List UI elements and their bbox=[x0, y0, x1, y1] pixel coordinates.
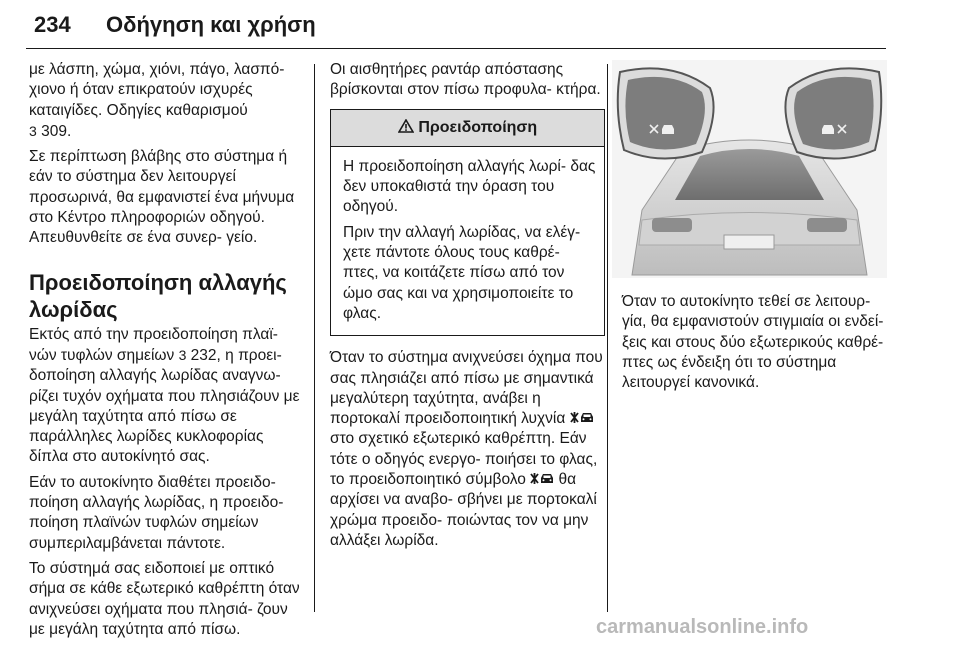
page-reference[interactable]: 232, η προει- δοποίηση αλλαγής λωρίδας αναγνω- ρίζει τυχόν οχήματα που πλησιάζουν με μεγάλη ταχύτητα από πίσω σε παράλληλες λωρίδες κυκλοφορίας δίπλα στο αυτοκίνητό σας. bbox=[29, 346, 300, 466]
warning-box bbox=[330, 109, 605, 337]
paragraph: με λάσπη, χώμα, χιόνι, πάγο, λασπό- χιονο ή όταν επικρατούν ισχυρές καταιγίδες. Οδηγίες καθαρισμού 3 309. bbox=[29, 61, 285, 140]
reference-arrow-icon: 3 bbox=[178, 346, 187, 363]
paragraph: Εάν το αυτοκίνητο διαθέτει προειδο- ποίηση αλλαγής λωρίδας, η προειδο- ποίηση πλαϊνών τυφλών σημείων συμπεριλαμβάνεται πάντοτε. bbox=[29, 473, 284, 552]
section-heading: Προειδοποίηση αλλαγής λωρίδας bbox=[29, 269, 287, 322]
column-3 bbox=[622, 292, 892, 398]
page-number: 234 bbox=[34, 12, 71, 37]
column-divider bbox=[607, 64, 608, 612]
warning-title: Προειδοποίηση bbox=[418, 118, 538, 136]
lane-change-warning-icon bbox=[570, 410, 594, 427]
lane-change-warning-icon bbox=[530, 471, 554, 488]
paragraph: Όταν το αυτοκίνητο τεθεί σε λειτουρ- γία, θα εμφανιστούν στιγμιαία οι ενδεί- ξεις και στους δύο εξωτερικούς καθρέ- πτες ως ένδειξη ότι το σύστημα λειτουργεί κανονικά. bbox=[622, 293, 884, 392]
page-header bbox=[26, 8, 934, 44]
paragraph: Εκτός από την προειδοποίηση πλαϊ- νών τυφλών σημείων 3 232, η προει- δοποίηση αλλαγής λωρίδας αναγνω- ρίζει τυχόν οχήματα που πλησιάζουν με μεγάλη ταχύτητα από πίσω σε παράλληλες λωρίδες κυκλοφορίας δίπλα στο αυτοκίνητό σας. bbox=[29, 325, 300, 466]
paragraph: Όταν το σύστημα ανιχνεύσει όχημα που σας πλησιάζει από πίσω με σημαντικά μεγαλύτερη ταχύτητα, ανάβει η πορτοκαλί προειδοποιητική λυχνία στο σχετικό εξωτερικό καθρέπτη. Εάν τότε ο οδηγός ενεργο- ποιήσει το φλας, το προειδοποιητικό σύμβολο θα αρχίσει να αναβο- σβήνει με πορτοκαλί χρώμα προειδο- ποιώντας τον να μην αλλάξει λωρίδα. bbox=[330, 349, 603, 549]
column-divider bbox=[314, 64, 315, 612]
reference-arrow-icon: 3 bbox=[29, 122, 37, 139]
paragraph: Πριν την αλλαγή λωρίδας, να ελέγ- χετε πάντοτε όλους τους καθρέ- πτες, να κοιτάζετε πίσω από τον ώμο σας και να χρησιμοποιείτε το φλας. bbox=[343, 223, 581, 322]
mirror-illustration bbox=[612, 60, 887, 278]
watermark: carmanualsonline.info bbox=[596, 616, 809, 638]
paragraph: Οι αισθητήρες ραντάρ απόστασης βρίσκονται στον πίσω προφυλα- κτήρα. bbox=[330, 61, 601, 99]
column-2 bbox=[330, 60, 605, 556]
column-1 bbox=[29, 60, 305, 645]
paragraph: Σε περίπτωση βλάβης στο σύστημα ή εάν το σύστημα δεν λειτουργεί προσωρινά, θα εμφανιστεί ένα μήνυμα στο Κέντρο πληροφοριών οδηγού. Απευθυνθείτε σε ένα συνερ- γείο. bbox=[29, 148, 295, 247]
paragraph: Η προειδοποίηση αλλαγής λωρί- δας δεν υποκαθιστά την όραση του οδηγού. bbox=[343, 157, 596, 216]
page-title: Οδήγηση και χρήση bbox=[106, 12, 316, 37]
header-rule bbox=[26, 48, 886, 49]
page-reference[interactable]: 309. bbox=[36, 122, 72, 140]
warning-header bbox=[331, 110, 604, 147]
warning-body bbox=[331, 147, 604, 335]
paragraph: Το σύστημά σας ειδοποιεί με οπτικό σήμα σε κάθε εξωτερικό καθρέπτη όταν ανιχνεύσει οχήματα που πλησιά- ζουν με μεγάλη ταχύτητα από πίσω. bbox=[29, 559, 300, 638]
warning-triangle-icon bbox=[398, 119, 418, 136]
